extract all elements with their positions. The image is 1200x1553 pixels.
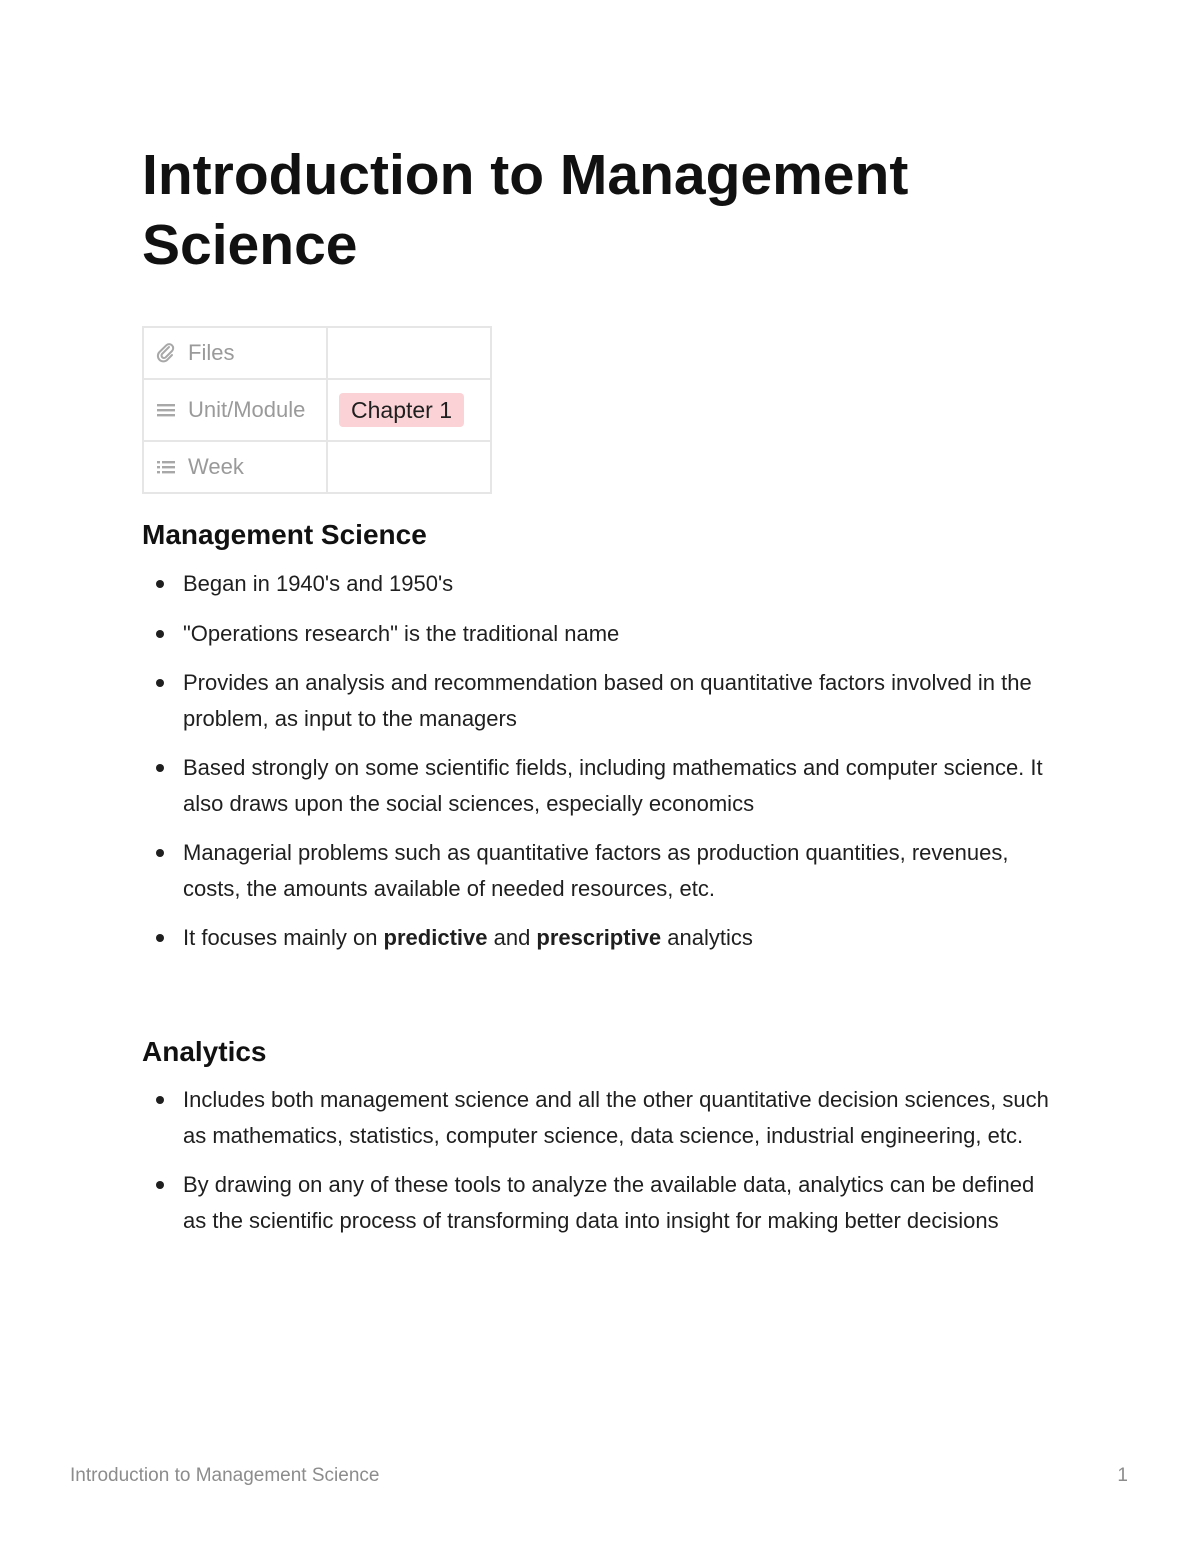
page-number: 1 [1117, 1465, 1128, 1486]
list-item: Began in 1940's and 1950's [142, 566, 1062, 602]
management-science-list [142, 566, 1062, 970]
property-label-unit-module: Unit/Module [188, 397, 306, 422]
section-heading-management-science: Management Science [142, 519, 427, 550]
bold-text: prescriptive [536, 925, 662, 950]
list-item: "Operations research" is the traditional name [142, 616, 1062, 652]
bold-text: predictive [383, 925, 488, 950]
property-value-week[interactable] [327, 441, 491, 493]
properties-table [142, 326, 492, 494]
multi-select-icon [156, 457, 176, 477]
property-label-week: Week [188, 454, 244, 479]
page-title: Introduction to Management Science [142, 143, 909, 277]
list-item: Based strongly on some scientific fields, including mathematics and computer science. It also draws upon the social sciences, especially economics [142, 750, 1062, 821]
analytics-list [142, 1082, 1062, 1252]
property-label-files: Files [188, 340, 235, 365]
list-item: Includes both management science and all the other quantitative decision sciences, such as mathematics, statistics, computer science, data science, industrial engineering, etc. [142, 1082, 1062, 1153]
property-value-files[interactable] [327, 327, 491, 379]
property-row-unit-module [143, 379, 491, 441]
list-icon [156, 400, 176, 420]
section-heading-analytics: Analytics [142, 1036, 267, 1067]
footer-title: Introduction to Management Science [70, 1465, 380, 1486]
list-item: Managerial problems such as quantitative factors as production quantities, revenues, costs, the amounts available of needed resources, etc. [142, 835, 1062, 906]
paperclip-icon [156, 343, 176, 363]
property-row-week [143, 441, 491, 493]
list-item: By drawing on any of these tools to analyze the available data, analytics can be defined as the scientific process of transforming data into insight for making better decisions [142, 1167, 1062, 1238]
list-item: It focuses mainly on predictive and prescriptive analytics [142, 920, 1062, 956]
property-row-files [143, 327, 491, 379]
list-item: Provides an analysis and recommendation based on quantitative factors involved in the problem, as input to the managers [142, 665, 1062, 736]
unit-module-tag[interactable]: Chapter 1 [339, 393, 464, 427]
